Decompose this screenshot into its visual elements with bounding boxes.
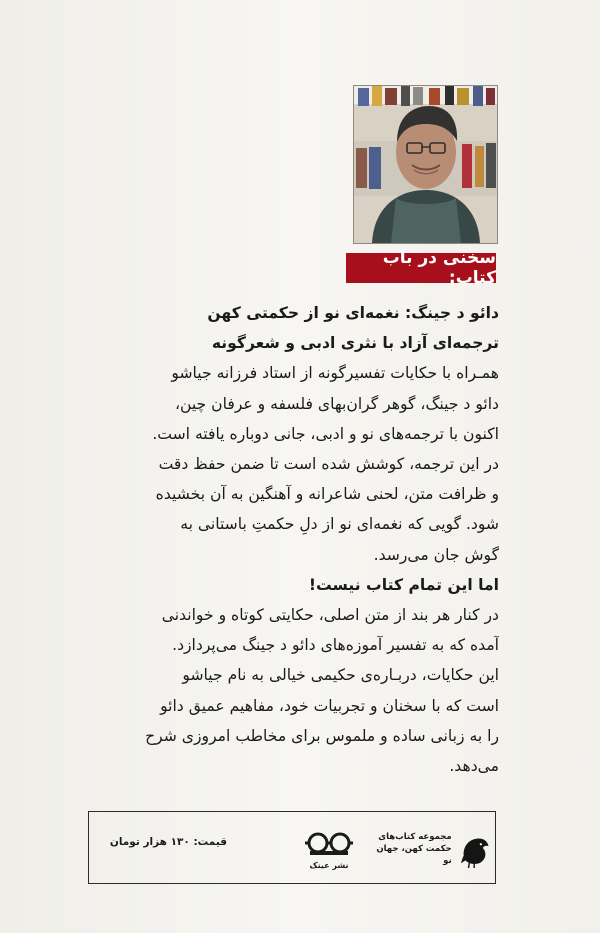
publisher-logo [294, 820, 364, 878]
description-line: و ظرافت متن، لحنی شاعرانه و آهنگین به آن بخشیده [155, 485, 499, 504]
book-footer-box [88, 811, 496, 884]
description-line: آمده که به تفسیر آموزه‌های دائو د جینگ می‌پردازد. [172, 636, 499, 655]
series-line: حکمت کهن، جهان نو [376, 843, 452, 866]
description-line: دائو د جینگ، گوهر گران‌بهای فلسفه و عرفان چین، [174, 394, 499, 413]
author-photo [353, 85, 498, 244]
description-line: می‌دهد. [449, 757, 499, 776]
series-title [369, 831, 452, 867]
glasses-logo-icon [304, 829, 354, 859]
description-line: گوش جان می‌رسد. [373, 545, 499, 564]
description-line: دائو د جینگ: نغمه‌ای نو از حکمتی کهن [207, 304, 499, 322]
description-line: در این ترجمه، کوشش شده است تا ضمن حفظ دقت [158, 455, 499, 474]
author-portrait [354, 86, 497, 243]
description-line: اما این تمام کتاب نیست! [308, 575, 499, 594]
description-line: در کنار هر بند از متن اصلی، حکایتی کوتاه و خواندنی [161, 606, 499, 625]
description-line: این حکایات، دربـاره‌ی حکیمی خیالی به نام جیاشو [182, 666, 499, 685]
crow-icon [458, 828, 491, 870]
description-line: را به زبانی ساده و ملموس برای مخاطب امروزی شرح [145, 726, 499, 745]
book-description [84, 298, 499, 781]
description-line: همـراه با حکایات تفسیرگونه از استاد فرزانه جیاشو [171, 364, 499, 383]
series-line: مجموعه کتاب‌های [378, 831, 452, 842]
description-line: شود. گویی که نغمه‌ای نو از دلِ حکمتِ باستانی به [180, 515, 499, 534]
description-line: ترجمه‌ای آزاد با نثری ادبی و شعرگونه [211, 334, 499, 353]
series-mark [369, 822, 491, 875]
book-price: قیمت: ۱۳۰ هزار تومان [109, 836, 227, 848]
description-line: است که با سخنان و تجربیات خود، مفاهیم عمیق دائو [160, 696, 499, 715]
publisher-name: نشر عینک [309, 860, 349, 870]
section-heading: سخنی در باب کتاب: [346, 253, 496, 283]
description-line: اکنون با ترجمه‌های نو و ادبی، جانی دوباره یافته است. [152, 424, 499, 443]
